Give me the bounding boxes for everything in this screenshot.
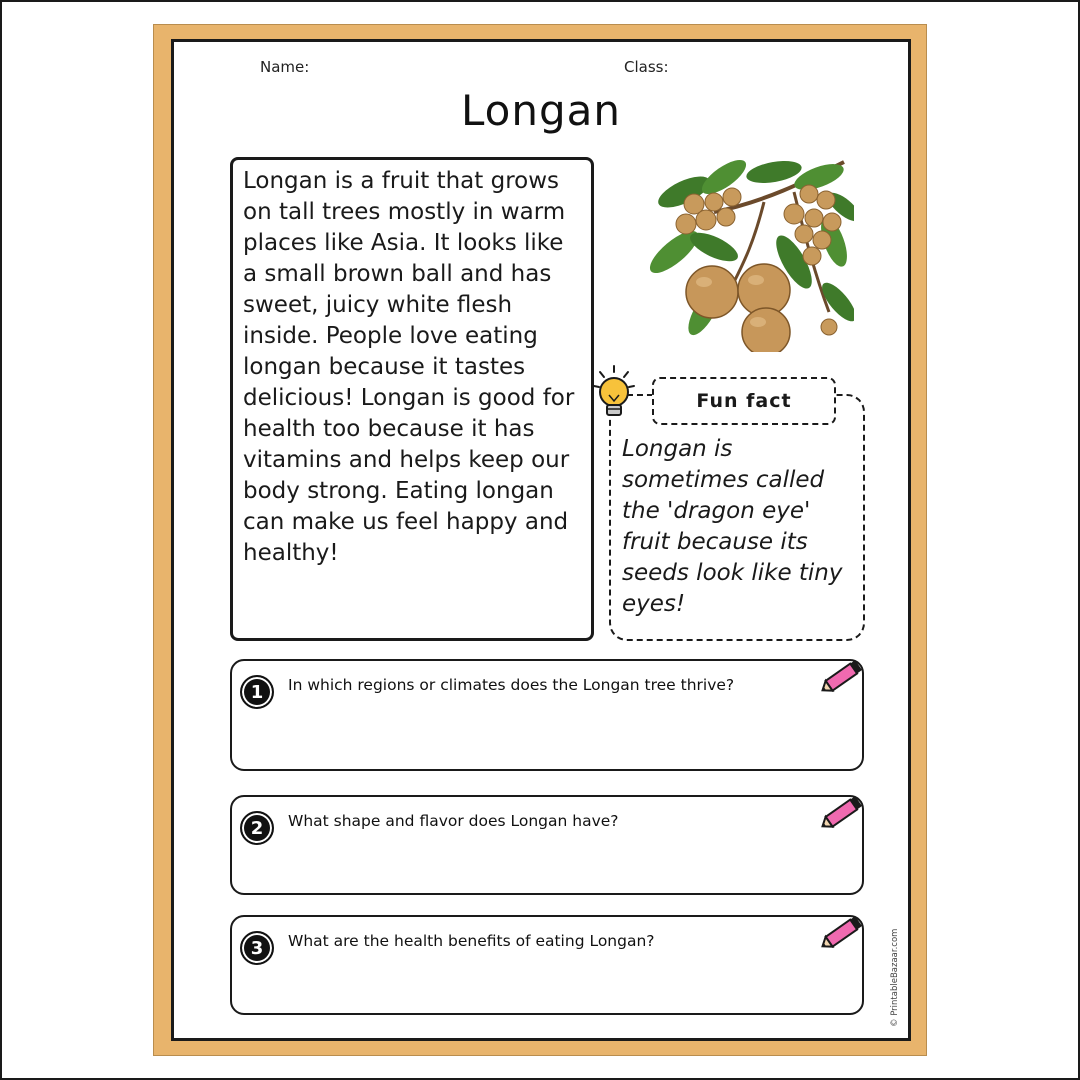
question-box-3[interactable] bbox=[230, 915, 864, 1015]
question-text: In which regions or climates does the Longan tree thrive? bbox=[288, 676, 735, 694]
name-label: Name: bbox=[260, 58, 310, 76]
question-text: What shape and flavor does Longan have? bbox=[288, 812, 619, 830]
question-number-badge: 2 bbox=[240, 811, 274, 845]
pencil-icon bbox=[818, 909, 868, 955]
worksheet-sheet bbox=[171, 39, 911, 1041]
reading-passage: Longan is a fruit that grows on tall trees mostly in warm places like Asia. It looks like a small brown ball and has sweet, juicy white flesh inside. People love eating longan because it tastes delicious! Longan is good for health too because it has vitamins and helps keep our body strong. Eating longan can make us feel happy and healthy! bbox=[230, 157, 594, 641]
pencil-icon bbox=[818, 789, 868, 835]
page-title: Longan bbox=[461, 86, 621, 135]
fun-fact-heading: Fun fact bbox=[652, 377, 836, 425]
question-number-badge: 3 bbox=[240, 931, 274, 965]
fun-fact-text: Longan is sometimes called the 'dragon eye' fruit because its seeds look like tiny eyes! bbox=[622, 436, 843, 617]
longan-fruit-image bbox=[644, 152, 854, 352]
pencil-icon bbox=[818, 653, 868, 699]
worksheet-page bbox=[153, 24, 927, 1056]
question-box-1[interactable] bbox=[230, 659, 864, 771]
question-number-badge: 1 bbox=[240, 675, 274, 709]
class-label: Class: bbox=[624, 58, 669, 76]
copyright-text: © PrintableBazaar.com bbox=[890, 928, 900, 1027]
question-text: What are the health benefits of eating Longan? bbox=[288, 932, 655, 950]
question-box-2[interactable] bbox=[230, 795, 864, 895]
lightbulb-icon bbox=[592, 362, 644, 426]
